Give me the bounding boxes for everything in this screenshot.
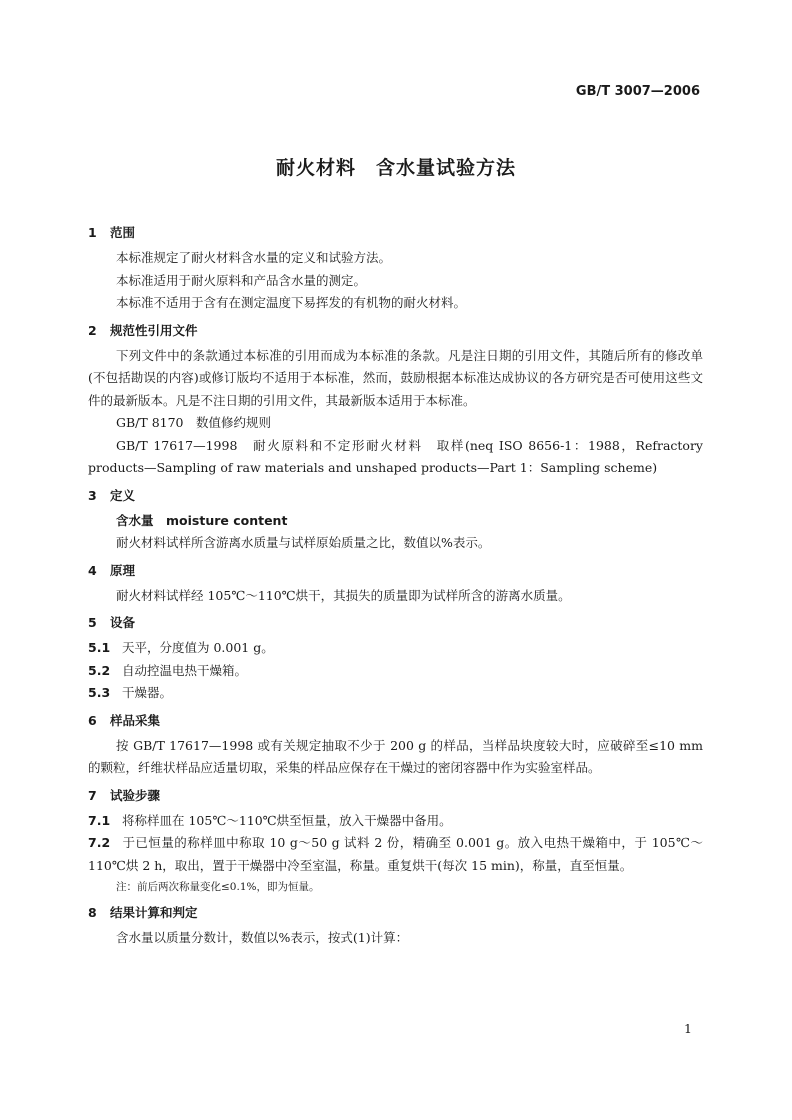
scope-paragraph: 本标准规定了耐火材料含水量的定义和试验方法。 — [116, 250, 392, 265]
sampling-paragraph: 按 GB/T 17617—1998 或有关规定抽取不少于 200 g 的样品，当样品块度较大时，应破碎至≤10 mm的颗粒，纤维状样品应适量切取，采集的样品应保存在干燥过的密闭容器中作为实验室样品。 — [88, 737, 703, 775]
clause-7-1: 7.1 将称样皿在 105℃～110℃烘至恒量，放入干燥器中备用。 — [88, 812, 452, 828]
document-title: 耐火材料 含水量试验方法 — [275, 157, 516, 179]
clause-5-3: 5.3 干燥器。 — [88, 685, 173, 700]
section-heading-normative-references: 2 规范性引用文件 — [88, 322, 198, 338]
section-heading-calculation: 8 结果计算和判定 — [88, 905, 198, 920]
standard-number: GB/T 3007—2006 — [575, 84, 700, 99]
procedure-note: 注：前后两次称量变化≤0.1%，即为恒量。 — [116, 881, 320, 893]
section-heading-definitions: 3 定义 — [88, 487, 136, 503]
scope-paragraph: 本标准不适用于含有在测定温度下易挥发的有机物的耐火材料。 — [116, 295, 467, 310]
reference-gbt-17617: GB/T 17617—1998 耐火原料和不定形耐火材料 取样(neq ISO 8656-1：1988，Refractory products—Sampling of raw materials and unshaped products—Part 1：Sampling scheme) — [88, 437, 703, 475]
reference-gbt-8170: GB/T 8170 数值修约规则 — [116, 415, 272, 430]
section-heading-procedure: 7 试验步骤 — [88, 787, 161, 803]
term-moisture-content: 含水量 moisture content — [116, 512, 288, 528]
principle-paragraph: 耐火材料试样经 105℃～110℃烘干，其损失的质量即为试样所含的游离水质量。 — [116, 587, 571, 603]
clause-7-2: 7.2 于已恒量的称样皿中称取 10 g～50 g 试料 2 份，精确至 0.001 g。放入电热干燥箱中，于 105℃～110℃烘 2 h，取出，置于干燥器中冷至室温，称量。重复烘干(每次 15 min)，称量，直至恒量。 — [88, 835, 703, 873]
term-definition: 耐火材料试样所含游离水质量与试样原始质量之比，数值以%表示。 — [116, 535, 491, 550]
clause-5-1: 5.1 天平，分度值为 0.001 g。 — [88, 640, 274, 655]
section-heading-principle: 4 原理 — [88, 562, 136, 578]
references-intro-paragraph: 下列文件中的条款通过本标准的引用而成为本标准的条款。凡是注日期的引用文件，其随后所有的修改单(不包括勘误的内容)或修订版均不适用于本标准，然而，鼓励根据本标准达成协议的各方研究是否可使用这些文件的最新版本。凡是不注日期的引用文件，其最新版本适用于本标准。 — [88, 347, 703, 408]
section-heading-scope: 1 范围 — [88, 225, 136, 240]
scope-paragraph: 本标准适用于耐火原料和产品含水量的测定。 — [116, 272, 367, 288]
calculation-paragraph: 含水量以质量分数计，数值以%表示，按式(1)计算： — [116, 930, 409, 945]
section-heading-sampling: 6 样品采集 — [88, 712, 161, 728]
page-number: 1 — [684, 1021, 692, 1036]
clause-5-2: 5.2 自动控温电热干燥箱。 — [88, 662, 248, 678]
section-heading-apparatus: 5 设备 — [88, 615, 136, 630]
document-body — [88, 225, 703, 950]
